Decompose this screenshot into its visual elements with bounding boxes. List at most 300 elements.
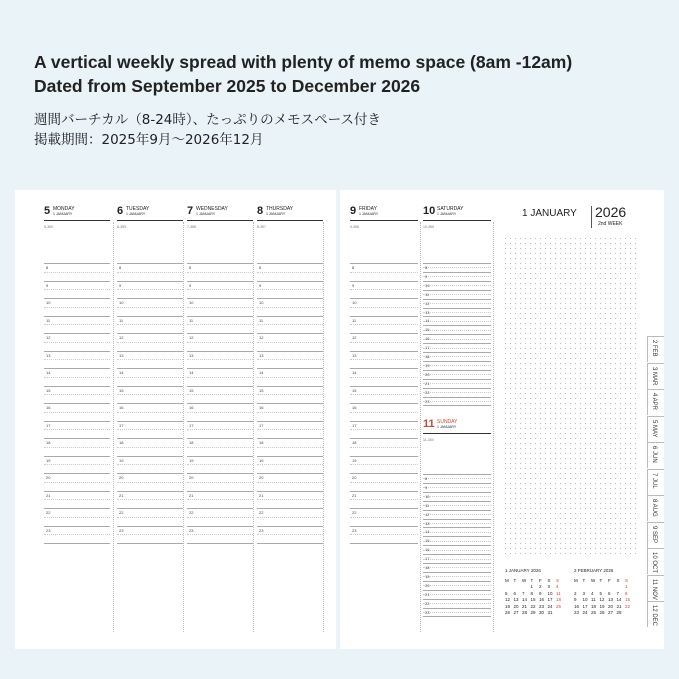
day-9-hour-label: 17 — [352, 422, 357, 428]
mini-calendar-cell: 25 — [556, 603, 562, 609]
day-5-day-count: 5-360 — [44, 225, 53, 229]
month-tab[interactable] — [647, 389, 664, 415]
day-10-hour-line — [423, 352, 491, 353]
mini-calendar-cell: 18 — [591, 603, 597, 609]
day-9-end-line — [350, 543, 418, 544]
day-11-hour-line — [423, 545, 491, 546]
mini-calendar-title: 1 JANUARY 2026 — [505, 568, 541, 573]
day-9-half-line — [350, 377, 418, 378]
mini-calendar-cell: 11 — [556, 590, 561, 596]
day-6-hour-label: 11 — [119, 317, 124, 323]
mini-calendar-cell: 10 — [582, 597, 588, 603]
day-9-day-count: 9-356 — [350, 225, 359, 229]
mini-calendar-cell: F — [539, 577, 542, 583]
month-tab-label: 11 NOV — [651, 578, 657, 600]
day-6-half-line — [117, 447, 183, 448]
day-8-hour-label: 20 — [259, 475, 264, 480]
memo-week: 2nd WEEK — [598, 221, 623, 227]
day-5-hour-line — [44, 386, 110, 387]
day-11-hour-label: 13 — [425, 520, 430, 526]
mini-calendar-2 — [574, 568, 634, 616]
day-8-half-line — [257, 342, 323, 343]
day-7-weekday: WEDNESDAY — [196, 206, 228, 212]
day-7-half-line — [187, 377, 253, 378]
day-8-hour-label: 21 — [259, 492, 264, 498]
day-9-hour-line — [350, 491, 418, 492]
day-6-half-line — [117, 517, 183, 518]
day-6-hour-label: 14 — [119, 370, 124, 375]
day-6-end-line — [117, 543, 183, 544]
day-6-hour-line — [117, 508, 183, 509]
mini-calendar-cell: 17 — [547, 597, 553, 603]
day-8-half-line — [257, 429, 323, 430]
day-9-hour-label: 12 — [352, 335, 357, 340]
day-7-end-line — [187, 543, 253, 544]
month-tab[interactable] — [647, 522, 664, 548]
day-6-hour-line — [117, 298, 183, 299]
day-11-hour-label: 18 — [425, 565, 430, 570]
month-tab[interactable] — [647, 548, 664, 574]
mini-calendar-cell: 26 — [599, 610, 605, 616]
day-6-weekday: TUESDAY — [126, 206, 150, 212]
day-6-half-line — [117, 429, 183, 430]
day-9-hour-label: 16 — [352, 405, 357, 410]
mini-calendar-cell: 19 — [505, 603, 511, 609]
month-tab-label: 7 JUL — [651, 472, 657, 489]
day-8-hour-label: 11 — [259, 317, 264, 323]
day-7-hour-line — [187, 526, 253, 527]
day-11-hour-label: 23 — [425, 609, 430, 615]
day-9-half-line — [350, 272, 418, 273]
day-8-half-line — [257, 359, 323, 360]
month-tab[interactable] — [647, 575, 664, 601]
day-10-hour-label: 14 — [425, 318, 430, 324]
month-tab-label: 10 OCT — [651, 552, 657, 574]
mini-calendar-cell: M — [574, 577, 578, 583]
day-6-half-line — [117, 324, 183, 325]
day-5-hour-line — [44, 526, 110, 527]
month-tab[interactable] — [647, 495, 664, 521]
mini-calendar-cell: 22 — [625, 603, 631, 609]
mini-calendar-cell: 24 — [582, 610, 588, 616]
day-5-half-line — [44, 359, 110, 360]
column-divider — [113, 222, 114, 632]
day-9-hour-label: 15 — [352, 387, 357, 393]
day-10-weekday: SATURDAY — [437, 206, 464, 212]
day-9-hour-label: 13 — [352, 352, 357, 358]
memo-dot-grid — [503, 236, 637, 556]
day-10-half-line — [423, 356, 491, 357]
day-8-half-line — [257, 307, 323, 308]
day-5-half-line — [44, 324, 110, 325]
day-5-half-line — [44, 394, 110, 395]
day-6-hour-label: 22 — [119, 510, 124, 515]
day-8-day-count: 8-357 — [257, 225, 266, 229]
day-7-hour-line — [187, 368, 253, 369]
mini-calendar-grid — [505, 577, 565, 616]
month-tab[interactable] — [647, 469, 664, 495]
day-5-hour-label: 9 — [46, 282, 49, 288]
day-10-hour-label: 10 — [425, 282, 430, 288]
day-9-hour-line — [350, 438, 418, 439]
day-5-half-line — [44, 482, 110, 483]
day-9-half-line — [350, 499, 418, 500]
mini-calendar-cell: 13 — [513, 597, 519, 603]
day-10-hour-label: 22 — [425, 389, 430, 395]
day-8-hour-line — [257, 263, 323, 264]
day-7-hour-label: 22 — [189, 510, 194, 515]
day-10-hour-line — [423, 263, 491, 264]
day-5-hour-label: 14 — [46, 370, 51, 375]
day-10-hour-line — [423, 316, 491, 317]
day-10-hour-label: 19 — [425, 362, 430, 368]
mini-calendar-cell: 20 — [608, 603, 614, 609]
mini-calendar-cell: W — [522, 577, 527, 583]
mini-calendar-cell: 7 — [522, 590, 525, 596]
day-11-half-line — [423, 559, 491, 560]
day-10-half-line — [423, 321, 491, 322]
day-7-hour-label: 13 — [189, 352, 194, 358]
day-5-half-line — [44, 517, 110, 518]
mini-calendar-cell: 3 — [547, 584, 551, 590]
day-6-hour-line — [117, 421, 183, 422]
mini-calendar-cell: 15 — [625, 597, 631, 603]
day-8-end-line — [257, 543, 323, 544]
mini-calendar-cell: 3 — [582, 590, 586, 596]
day-6-hour-line — [117, 368, 183, 369]
day-11-hour-label: 22 — [425, 600, 430, 606]
day-8-half-line — [257, 412, 323, 413]
day-7-hour-label: 11 — [189, 317, 194, 323]
column-divider — [493, 222, 494, 632]
day-9-hour-label: 10 — [352, 300, 357, 305]
mini-calendar-cell: 21 — [522, 603, 528, 609]
mini-calendar-grid — [574, 577, 634, 616]
mini-calendar-cell: S — [547, 577, 551, 583]
column-divider — [183, 222, 184, 632]
day-11-hour-label: 19 — [425, 573, 430, 579]
day-5-half-line — [44, 289, 110, 290]
day-7-hour-label: 21 — [189, 492, 194, 498]
day-8-hour-line — [257, 491, 323, 492]
day-11-half-line — [423, 550, 491, 551]
day-9-hour-line — [350, 403, 418, 404]
mini-calendar-cell: 13 — [608, 597, 614, 603]
day-8-hour-label: 22 — [259, 510, 264, 515]
day-8-hour-label: 19 — [259, 457, 264, 463]
day-6-hour-label: 8 — [119, 265, 122, 270]
day-7-half-line — [187, 447, 253, 448]
day-10-hour-line — [423, 379, 491, 380]
day-6-half-line — [117, 289, 183, 290]
day-7-half-line — [187, 307, 253, 308]
day-5-half-line — [44, 272, 110, 273]
day-8-half-line — [257, 464, 323, 465]
day-6-half-line — [117, 272, 183, 273]
day-11-hour-label: 21 — [425, 591, 430, 597]
mini-calendar-cell: 2 — [574, 590, 577, 596]
day-6-hour-line — [117, 281, 183, 282]
day-8-hour-label: 13 — [259, 352, 264, 358]
mini-calendar-cell: 6 — [608, 590, 611, 596]
day-5-end-line — [44, 543, 110, 544]
day-9-half-line — [350, 429, 418, 430]
day-8-half-line — [257, 482, 323, 483]
day-7-half-line — [187, 324, 253, 325]
day-6-hour-line — [117, 526, 183, 527]
day-11-half-line — [423, 567, 491, 568]
day-6-half-line — [117, 464, 183, 465]
day-6-hour-label: 17 — [119, 422, 124, 428]
day-9-half-line — [350, 342, 418, 343]
month-tab-label: 3 MAR — [651, 366, 657, 385]
mini-calendar-cell: S — [616, 577, 620, 583]
day-7-half-line — [187, 482, 253, 483]
day-6-hour-line — [117, 456, 183, 457]
day-8-hour-label: 9 — [259, 282, 262, 288]
day-6-hour-line — [117, 333, 183, 334]
day-10-hour-line — [423, 308, 491, 309]
day-6-hour-label: 13 — [119, 352, 124, 358]
day-5-hour-label: 22 — [46, 510, 51, 515]
day-10-hour-label: 20 — [425, 371, 430, 377]
day-10-hour-label: 21 — [425, 380, 430, 386]
day-10-hour-line — [423, 388, 491, 389]
header — [34, 50, 674, 150]
mini-calendar-cell: 23 — [539, 603, 545, 609]
day-10-hour-label: 11 — [425, 291, 430, 297]
day-11-hour-line — [423, 501, 491, 502]
day-8-hour-label: 12 — [259, 335, 264, 340]
day-8-half-line — [257, 499, 323, 500]
day-7-hour-line — [187, 316, 253, 317]
day-11-hour-line — [423, 474, 491, 475]
day-7-hour-line — [187, 298, 253, 299]
day-11-hour-line — [423, 536, 491, 537]
title-en-1: A vertical weekly spread with plenty of memo space (8am -12am) — [34, 52, 573, 72]
day-11-half-line — [423, 478, 491, 479]
month-tab[interactable] — [647, 363, 664, 389]
day-5-hour-label: 16 — [46, 405, 51, 410]
day-7-num: 7 — [187, 205, 194, 217]
day-5-half-line — [44, 429, 110, 430]
mini-calendar-cell: T — [599, 577, 603, 583]
day-7-half-line — [187, 429, 253, 430]
mini-calendar-cell: 22 — [530, 603, 536, 609]
mini-calendar-cell: 11 — [591, 597, 596, 603]
mini-calendar-cell: 1 — [625, 584, 628, 590]
day-5-hour-line — [44, 316, 110, 317]
mini-calendar-cell: 12 — [599, 597, 605, 603]
day-5-hour-line — [44, 508, 110, 509]
mini-calendar-cell: 1 — [530, 584, 534, 590]
day-8-half-line — [257, 447, 323, 448]
day-5-hour-line — [44, 421, 110, 422]
month-tab-label: 6 JUN — [651, 446, 657, 463]
day-9-hour-line — [350, 386, 418, 387]
day-7-hour-label: 18 — [189, 440, 194, 445]
mini-calendar-cell: 5 — [599, 590, 603, 596]
day-10-half-line — [423, 348, 491, 349]
day-11-hour-line — [423, 492, 491, 493]
day-6-half-line — [117, 499, 183, 500]
day-11-hour-line — [423, 590, 491, 591]
day-7-hour-line — [187, 403, 253, 404]
day-10-half-line — [423, 267, 491, 268]
day-7-hour-line — [187, 491, 253, 492]
mini-calendar-cell: 17 — [582, 603, 588, 609]
day-6-half-line — [117, 342, 183, 343]
day-10-hour-line — [423, 361, 491, 362]
day-6-hour-label: 21 — [119, 492, 124, 498]
day-10-hour-label: 23 — [425, 398, 430, 404]
day-11-hour-label: 16 — [425, 547, 430, 553]
day-8-hour-label: 23 — [259, 527, 264, 533]
day-11-hour-label: 11 — [425, 502, 430, 508]
day-8-half-line — [257, 272, 323, 273]
day-6-hour-label: 9 — [119, 282, 122, 288]
month-tab[interactable] — [647, 336, 664, 362]
day-8-half-line — [257, 289, 323, 290]
day-9-hour-line — [350, 421, 418, 422]
day-9-hour-label: 11 — [352, 317, 357, 323]
day-7-half-line — [187, 499, 253, 500]
day-5-hour-label: 13 — [46, 352, 51, 358]
day-7-hour-label: 9 — [189, 282, 192, 288]
day-7-hour-line — [187, 421, 253, 422]
day-8-half-line — [257, 377, 323, 378]
day-8-half-line — [257, 534, 323, 535]
day-8-hour-line — [257, 438, 323, 439]
day-10-hour-label: 18 — [425, 354, 430, 359]
column-divider — [420, 222, 421, 632]
day-10-half-line — [423, 273, 491, 279]
day-7-hour-label: 8 — [189, 265, 192, 270]
day-9-hour-line — [350, 298, 418, 299]
day-8-hour-line — [257, 456, 323, 457]
day-10-hour-line — [423, 325, 491, 326]
day-7-half-line — [187, 464, 253, 465]
day-11-weekday: SUNDAY — [437, 419, 458, 425]
day-8-half-line — [257, 394, 323, 395]
day-8-num: 8 — [257, 205, 264, 217]
day-11-hour-label: 15 — [425, 538, 430, 544]
day-7-hour-label: 20 — [189, 475, 194, 480]
day-9-hour-line — [350, 473, 418, 474]
day-9-half-line — [350, 412, 418, 413]
day-5-hour-line — [44, 438, 110, 439]
mini-calendar-cell: 29 — [530, 610, 536, 616]
day-11-end-line — [423, 616, 491, 617]
day-11-hour-line — [423, 554, 491, 555]
day-9-half-line — [350, 482, 418, 483]
day-5-hour-line — [44, 333, 110, 334]
month-tab[interactable] — [647, 601, 664, 627]
day-6-half-line — [117, 482, 183, 483]
month-tab[interactable] — [647, 416, 664, 442]
day-11-month: 1 JANUARY — [437, 425, 457, 429]
day-8-hour-line — [257, 421, 323, 422]
day-5-half-line — [44, 499, 110, 500]
day-7-half-line — [187, 412, 253, 413]
day-11-hour-line — [423, 519, 491, 520]
mini-calendar-cell — [556, 610, 565, 617]
day-11-hour-label: 9 — [425, 484, 428, 490]
day-5-hour-label: 15 — [46, 387, 51, 393]
day-6-half-line — [117, 412, 183, 413]
day-8-hour-label: 16 — [259, 405, 264, 410]
day-10-hour-line — [423, 370, 491, 371]
mini-calendar-cell: 19 — [599, 603, 605, 609]
day-9-hour-line — [350, 508, 418, 509]
day-7-half-line — [187, 342, 253, 343]
month-tab[interactable] — [647, 442, 664, 468]
mini-calendar-cell: 28 — [522, 610, 528, 616]
day-11-hour-label: 8 — [425, 476, 428, 481]
day-11-half-line — [423, 532, 491, 533]
mini-calendar-cell: F — [608, 577, 611, 583]
mini-calendar-cell: 25 — [591, 610, 597, 616]
day-9-rule — [350, 220, 418, 221]
day-10-hour-line — [423, 343, 491, 344]
day-5-hour-line — [44, 368, 110, 369]
day-6-day-count: 6-359 — [117, 225, 126, 229]
day-6-hour-label: 20 — [119, 475, 124, 480]
day-7-hour-line — [187, 351, 253, 352]
day-9-hour-line — [350, 263, 418, 264]
day-11-hour-line — [423, 563, 491, 564]
day-7-hour-label: 14 — [189, 370, 194, 375]
day-8-hour-label: 14 — [259, 370, 264, 375]
memo-divider — [591, 206, 592, 228]
day-5-hour-label: 23 — [46, 527, 51, 533]
day-9-half-line — [350, 517, 418, 518]
day-8-weekday: THURSDAY — [266, 206, 294, 212]
column-divider — [323, 222, 324, 632]
day-10-day-count: 10-355 — [423, 225, 434, 229]
day-7-hour-label: 15 — [189, 387, 194, 393]
day-10-hour-line — [423, 281, 491, 282]
day-7-half-line — [187, 394, 253, 395]
title-en-2: Dated from September 2025 to December 2026 — [34, 76, 421, 96]
day-7-rule — [187, 220, 253, 221]
day-8-hour-line — [257, 333, 323, 334]
day-7-month: 1 JANUARY — [196, 212, 216, 216]
day-10-hour-label: 9 — [425, 273, 428, 279]
mini-calendar-cell — [625, 610, 634, 617]
day-8-hour-label: 10 — [259, 300, 264, 305]
day-10-hour-label: 16 — [425, 336, 430, 342]
mini-calendar-cell: T — [582, 577, 586, 583]
mini-calendar-cell: 6 — [513, 590, 517, 596]
mini-calendar-cell: W — [591, 577, 596, 583]
day-8-hour-line — [257, 526, 323, 527]
day-5-month: 1 JANUARY — [53, 212, 73, 216]
day-9-hour-label: 18 — [352, 440, 357, 445]
day-7-hour-line — [187, 333, 253, 334]
day-11-hour-label: 10 — [425, 493, 430, 499]
day-5-hour-label: 20 — [46, 475, 51, 480]
mini-calendar-cell: 7 — [616, 590, 620, 596]
memo-date: 1 JANUARY — [522, 208, 577, 219]
day-5-num: 5 — [44, 205, 51, 217]
day-5-hour-label: 21 — [46, 492, 51, 498]
mini-calendar-cell: 23 — [574, 610, 580, 616]
day-11-hour-line — [423, 510, 491, 511]
day-11-hour-label: 20 — [425, 582, 430, 588]
mini-calendar-cell: 9 — [539, 590, 542, 596]
mini-calendar-cell: 12 — [505, 597, 511, 603]
